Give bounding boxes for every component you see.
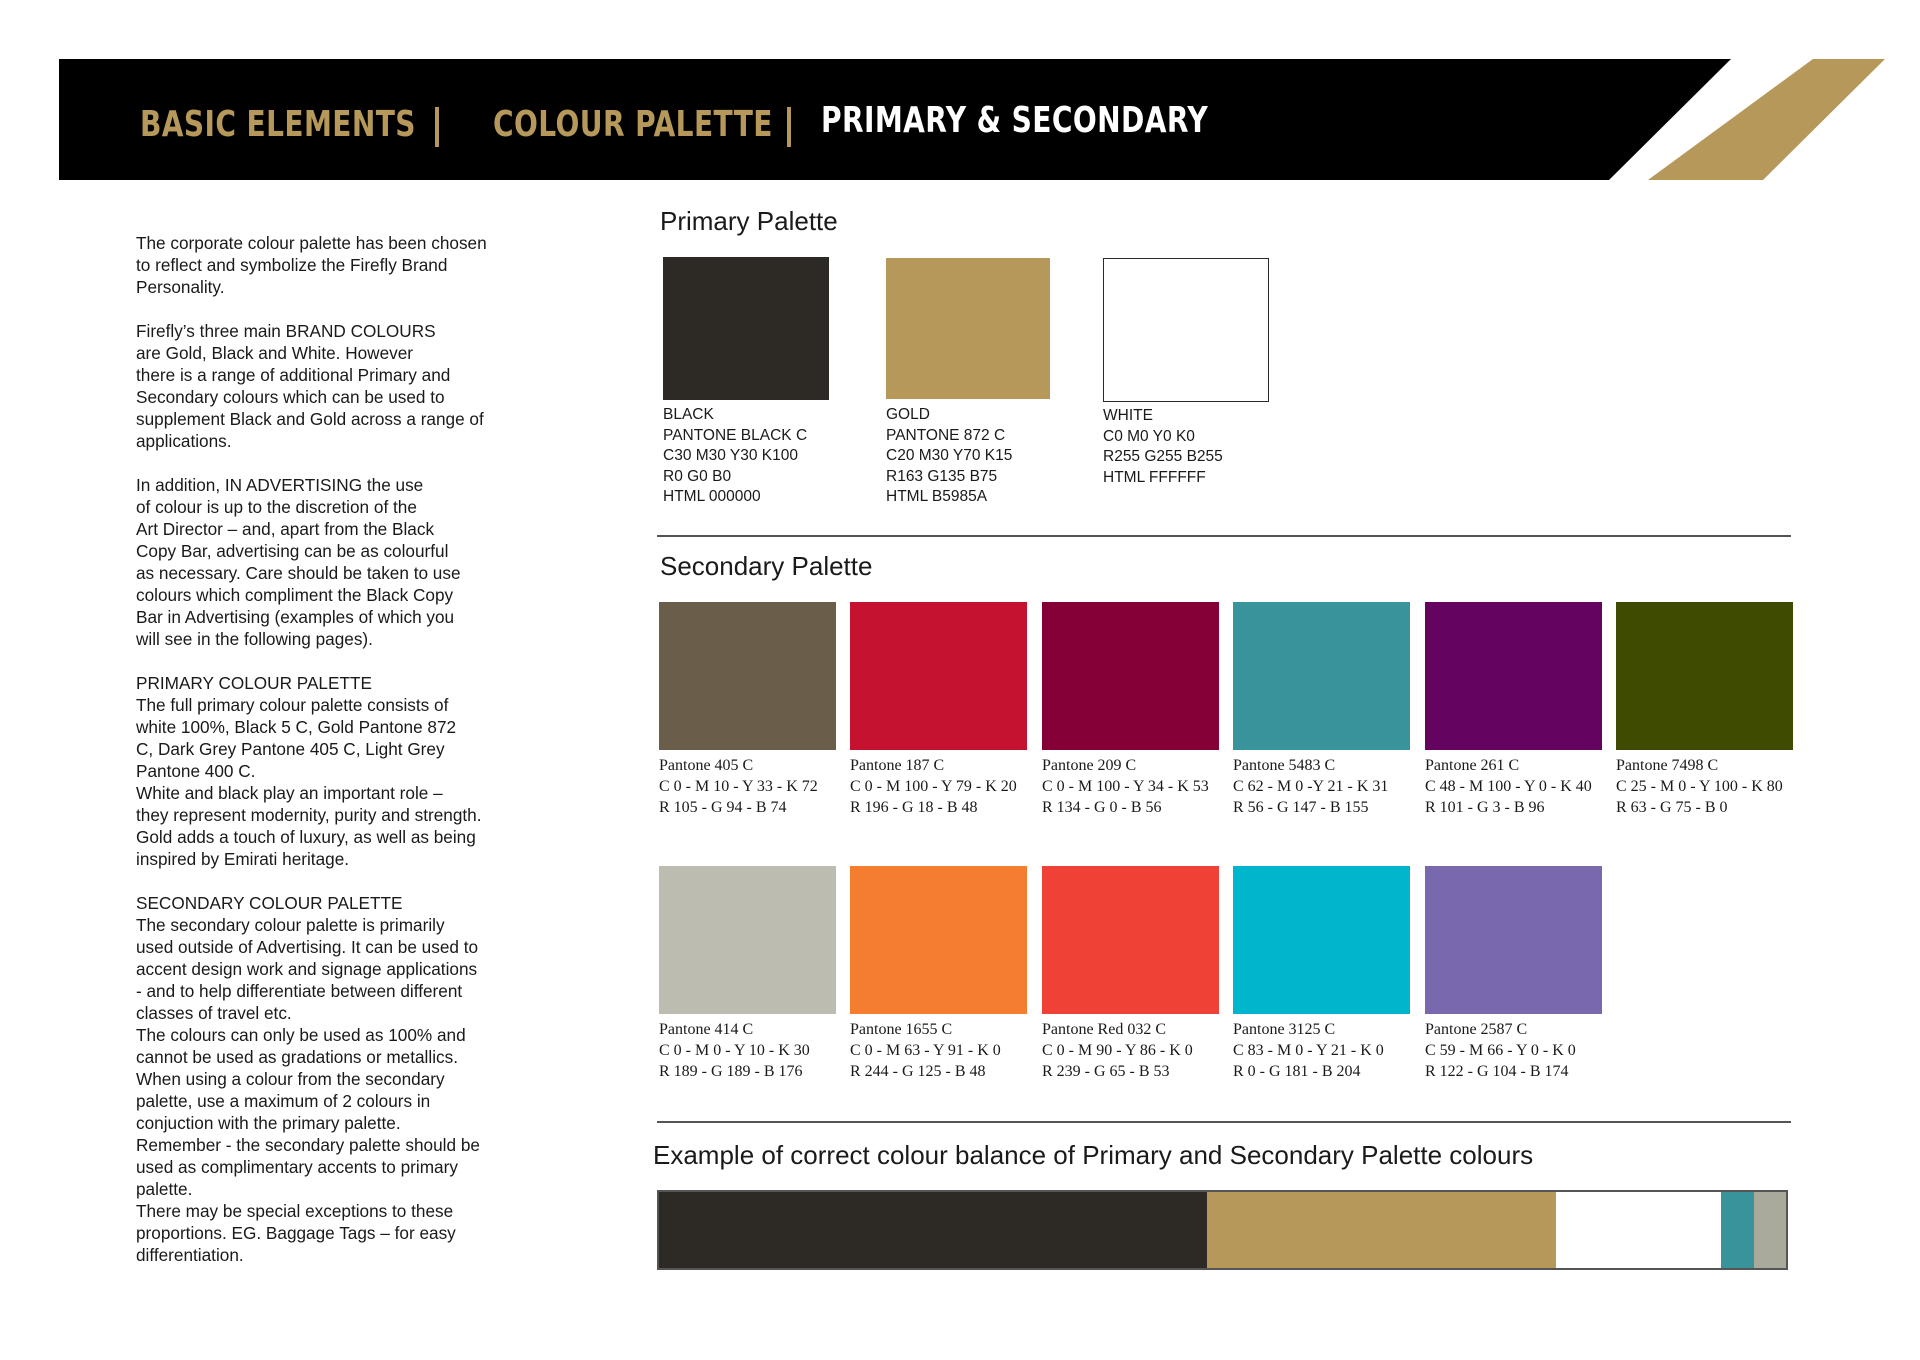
primary-swatch-spec	[886, 405, 1012, 508]
intro-line: are Gold, Black and White. However	[136, 343, 414, 363]
intro-line: conjuction with the primary palette.	[136, 1113, 401, 1133]
spec-line: Pantone 5483 C	[1233, 757, 1336, 774]
intro-line: C, Dark Grey Pantone 405 C, Light Grey	[136, 739, 445, 759]
spec-line: C 48 - M 100 - Y 0 - K 40	[1425, 778, 1592, 795]
primary-swatch-spec	[1103, 406, 1223, 488]
intro-line: Gold adds a touch of luxury, as well as being	[136, 827, 476, 847]
secondary-swatch	[1233, 866, 1410, 1014]
spec-line: R 122 - G 104 - B 174	[1425, 1063, 1569, 1080]
secondary-swatch	[850, 866, 1027, 1014]
balance-segment-light-grey	[1754, 1192, 1787, 1268]
spec-line: C 62 - M 0 -Y 21 - K 31	[1233, 778, 1389, 795]
secondary-swatch-spec	[1233, 1019, 1384, 1082]
spec-line: R 0 - G 181 - B 204	[1233, 1063, 1361, 1080]
secondary-swatch	[1425, 866, 1602, 1014]
secondary-swatch	[1233, 602, 1410, 750]
page-title: PRIMARY & SECONDARY	[821, 100, 1209, 141]
intro-line: Firefly’s three main BRAND COLOURS	[136, 321, 436, 341]
intro-line: - and to help differentiate between different	[136, 981, 463, 1001]
spec-line: R 134 - G 0 - B 56	[1042, 799, 1162, 816]
spec-line: C 0 - M 100 - Y 79 - K 20	[850, 778, 1017, 795]
spec-line: PANTONE BLACK C	[663, 426, 808, 444]
secondary-swatch-spec	[1425, 755, 1592, 818]
spec-line: R 56 - G 147 - B 155	[1233, 799, 1369, 816]
intro-line: palette, use a maximum of 2 colours in	[136, 1091, 431, 1111]
spec-line: HTML FFFFFF	[1103, 468, 1206, 486]
secondary-swatch	[1042, 602, 1219, 750]
intro-line: applications.	[136, 431, 232, 451]
intro-line: colours which compliment the Black Copy	[136, 585, 454, 605]
secondary-swatch	[659, 866, 836, 1014]
intro-line: Secondary colours which can be used to	[136, 387, 445, 407]
spec-line: R 196 - G 18 - B 48	[850, 799, 978, 816]
intro-line: Art Director – and, apart from the Black	[136, 519, 435, 539]
spec-line: R 189 - G 189 - B 176	[659, 1063, 803, 1080]
spec-line: C 0 - M 63 - Y 91 - K 0	[850, 1042, 1001, 1059]
secondary-swatch-spec	[850, 755, 1017, 818]
breadcrumb-basic-elements: BASIC ELEMENTS	[140, 104, 416, 145]
balance-segment-gold	[1207, 1192, 1556, 1268]
spec-line: Pantone 414 C	[659, 1021, 754, 1038]
intro-line: The secondary colour palette is primarily	[136, 915, 445, 935]
intro-line: Pantone 400 C.	[136, 761, 256, 781]
breadcrumb-separator	[787, 107, 791, 147]
intro-line: White and black play an important role –	[136, 783, 443, 803]
intro-line: Remember - the secondary palette should be	[136, 1135, 480, 1155]
spec-line: R 239 - G 65 - B 53	[1042, 1063, 1170, 1080]
intro-line: palette.	[136, 1179, 193, 1199]
spec-line: R 63 - G 75 - B 0	[1616, 799, 1728, 816]
intro-line: to reflect and symbolize the Firefly Brand	[136, 255, 448, 275]
intro-line: Bar in Advertising (examples of which you	[136, 607, 455, 627]
intro-paragraph	[136, 474, 516, 650]
spec-line: Pantone 187 C	[850, 757, 945, 774]
intro-line: proportions. EG. Baggage Tags – for easy	[136, 1223, 456, 1243]
primary-swatch	[1103, 258, 1269, 402]
balance-segment-black	[659, 1192, 1207, 1268]
intro-line: classes of travel etc.	[136, 1003, 292, 1023]
spec-line: Pantone Red 032 C	[1042, 1021, 1166, 1038]
secondary-swatch-spec	[1042, 755, 1209, 818]
secondary-swatch-spec	[1616, 755, 1783, 818]
balance-segment-teal	[1721, 1192, 1754, 1268]
intro-line: there is a range of additional Primary and	[136, 365, 451, 385]
primary-swatch-spec	[663, 405, 807, 508]
intro-line: will see in the following pages).	[136, 629, 373, 649]
spec-line: Pantone 3125 C	[1233, 1021, 1336, 1038]
divider	[657, 1121, 1791, 1123]
spec-line: R163 G135 B75	[886, 467, 998, 485]
intro-line: used as complimentary accents to primary	[136, 1157, 458, 1177]
intro-line: The full primary colour palette consists of	[136, 695, 449, 715]
spec-line: PANTONE 872 C	[886, 426, 1006, 444]
primary-palette-title: Primary Palette	[660, 206, 838, 236]
spec-line: R255 G255 B255	[1103, 448, 1223, 465]
intro-text	[136, 232, 516, 1288]
intro-line: used outside of Advertising. It can be used to	[136, 937, 479, 957]
intro-line: of colour is up to the discretion of the	[136, 497, 417, 517]
intro-line: inspired by Emirati heritage.	[136, 849, 350, 869]
secondary-palette-title: Secondary Palette	[660, 551, 873, 581]
breadcrumb-separator	[435, 107, 439, 147]
spec-line: Pantone 209 C	[1042, 757, 1137, 774]
intro-paragraph	[136, 232, 516, 298]
spec-line: C 0 - M 10 - Y 33 - K 72	[659, 778, 818, 795]
secondary-swatch	[1042, 866, 1219, 1014]
spec-line: R 101 - G 3 - B 96	[1425, 799, 1545, 816]
spec-line: C 59 - M 66 - Y 0 - K 0	[1425, 1042, 1576, 1059]
secondary-swatch-spec	[1233, 755, 1388, 818]
header-bar	[0, 0, 1920, 190]
spec-line: GOLD	[886, 406, 930, 423]
intro-line: The corporate colour palette has been chosen	[136, 233, 487, 253]
spec-line: Pantone 2587 C	[1425, 1021, 1528, 1038]
secondary-swatch	[1616, 602, 1793, 750]
breadcrumb-colour-palette: COLOUR PALETTE	[493, 104, 773, 145]
intro-line: When using a colour from the secondary	[136, 1069, 445, 1089]
spec-line: Pantone 405 C	[659, 757, 754, 774]
spec-line: C 25 - M 0 - Y 100 - K 80	[1616, 778, 1783, 795]
balance-title: Example of correct colour balance of Primary and Secondary Palette colours	[653, 1140, 1534, 1170]
intro-line: There may be special exceptions to these	[136, 1201, 454, 1221]
secondary-swatch	[850, 602, 1027, 750]
secondary-swatch	[659, 602, 836, 750]
spec-line: C 83 - M 0 - Y 21 - K 0	[1233, 1042, 1384, 1059]
colour-balance-bar	[657, 1190, 1788, 1270]
intro-line: SECONDARY COLOUR PALETTE	[136, 893, 403, 913]
primary-swatch	[886, 258, 1050, 399]
intro-line: cannot be used as gradations or metallics.	[136, 1047, 458, 1067]
intro-paragraph	[136, 320, 516, 452]
spec-line: HTML 000000	[663, 488, 761, 505]
spec-line: WHITE	[1103, 407, 1153, 424]
intro-line: as necessary. Care should be taken to use	[136, 563, 461, 583]
intro-line: supplement Black and Gold across a range of	[136, 409, 484, 429]
intro-paragraph	[136, 672, 516, 870]
secondary-swatch-spec	[1042, 1019, 1193, 1082]
intro-line: Copy Bar, advertising can be as colourful	[136, 541, 449, 561]
spec-line: HTML B5985A	[886, 488, 988, 505]
spec-line: C20 M30 Y70 K15	[886, 447, 1013, 464]
intro-paragraph	[136, 892, 516, 1266]
intro-line: white 100%, Black 5 C, Gold Pantone 872	[136, 717, 457, 737]
secondary-swatch	[1425, 602, 1602, 750]
secondary-swatch-spec	[1425, 1019, 1576, 1082]
intro-line: Personality.	[136, 277, 225, 297]
spec-line: C30 M30 Y30 K100	[663, 447, 799, 464]
spec-line: Pantone 261 C	[1425, 757, 1520, 774]
divider	[657, 535, 1791, 537]
primary-swatch	[663, 257, 829, 400]
intro-line: accent design work and signage applications	[136, 959, 478, 979]
spec-line: C 0 - M 0 - Y 10 - K 30	[659, 1042, 810, 1059]
spec-line: C 0 - M 90 - Y 86 - K 0	[1042, 1042, 1193, 1059]
spec-line: C 0 - M 100 - Y 34 - K 53	[1042, 778, 1209, 795]
intro-line: In addition, IN ADVERTISING the use	[136, 475, 424, 495]
balance-segment-white	[1556, 1192, 1721, 1268]
intro-line: differentiation.	[136, 1245, 244, 1265]
spec-line: R 244 - G 125 - B 48	[850, 1063, 986, 1080]
spec-line: R0 G0 B0	[663, 467, 732, 485]
intro-line: they represent modernity, purity and strength.	[136, 805, 482, 825]
secondary-swatch-spec	[850, 1019, 1001, 1082]
spec-line: C0 M0 Y0 K0	[1103, 427, 1195, 445]
intro-line: The colours can only be used as 100% and	[136, 1025, 466, 1045]
secondary-swatch-spec	[659, 755, 818, 818]
spec-line: R 105 - G 94 - B 74	[659, 799, 787, 816]
spec-line: Pantone 7498 C	[1616, 757, 1719, 774]
secondary-swatch-spec	[659, 1019, 810, 1082]
spec-line: BLACK	[663, 406, 714, 423]
spec-line: Pantone 1655 C	[850, 1021, 953, 1038]
intro-line: PRIMARY COLOUR PALETTE	[136, 673, 372, 693]
